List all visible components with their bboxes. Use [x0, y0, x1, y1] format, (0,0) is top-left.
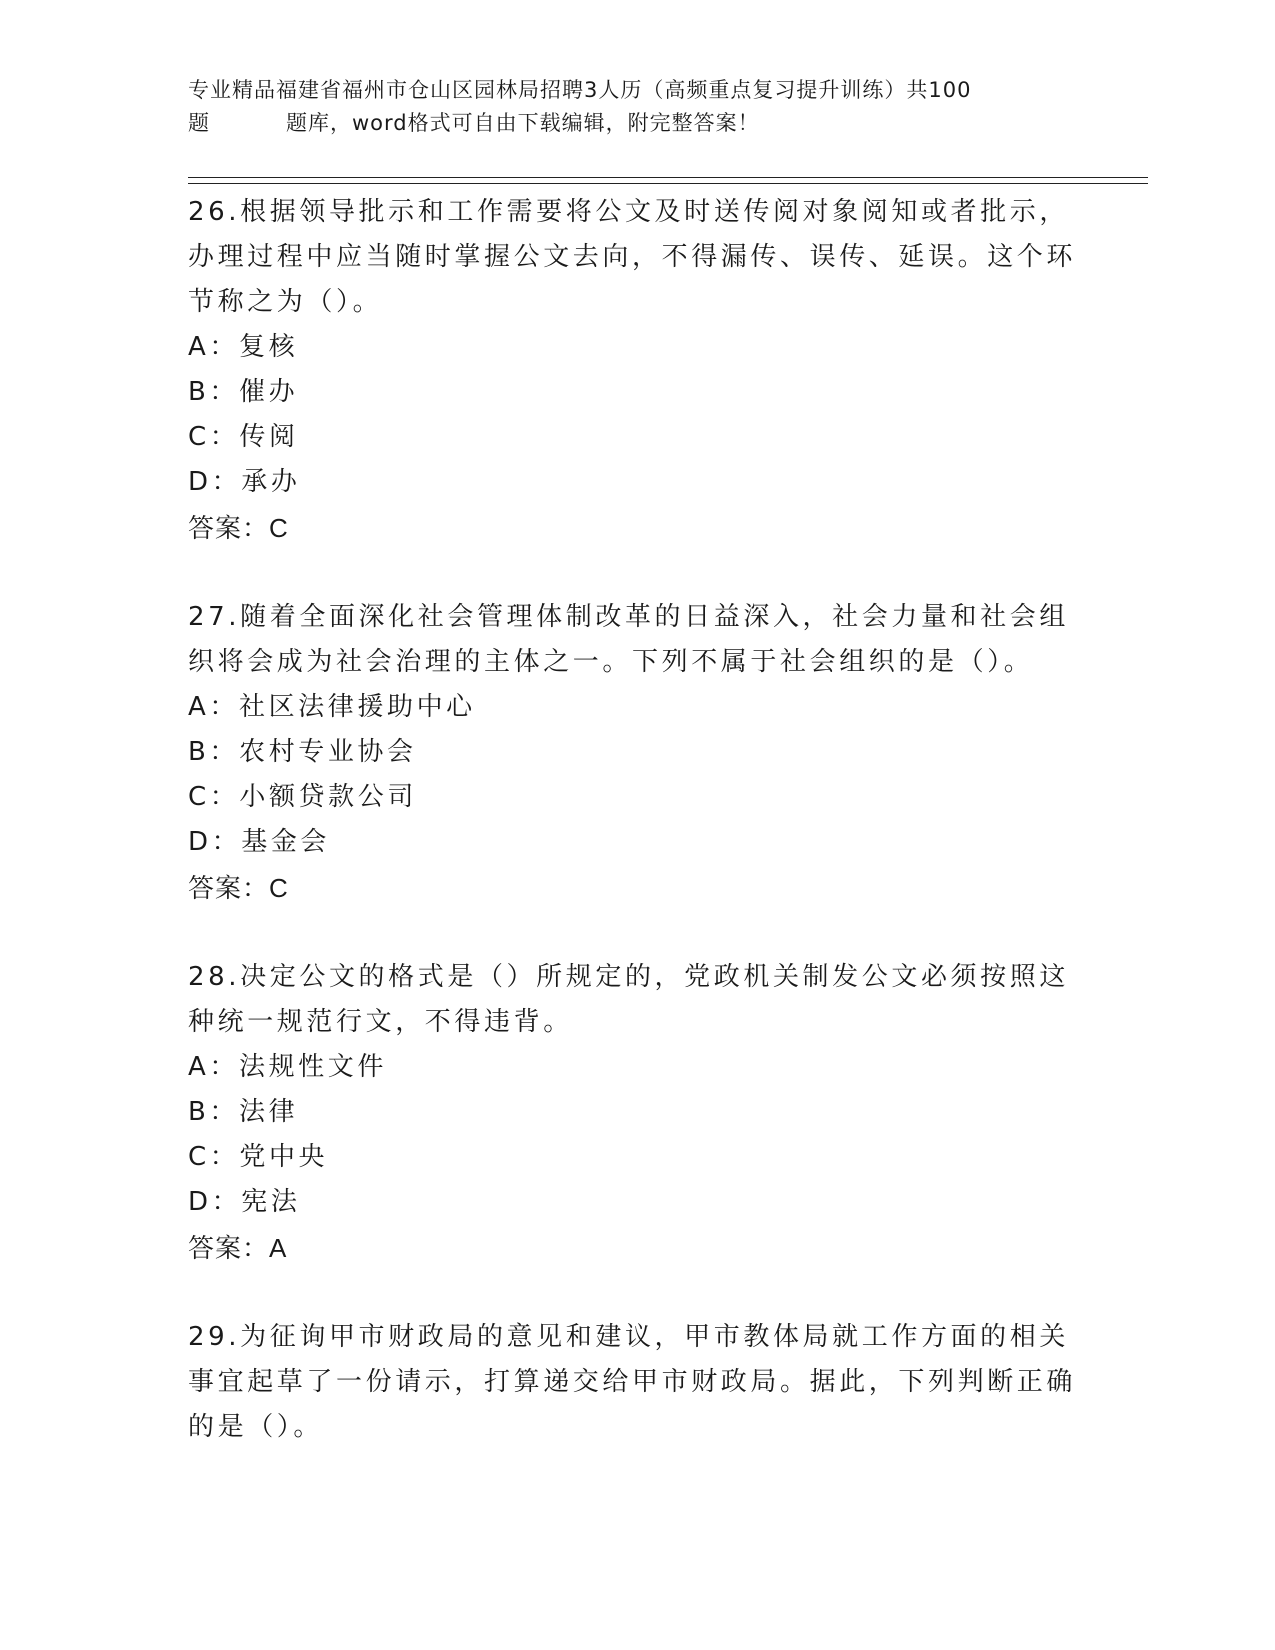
answer-line: 答案：C	[188, 873, 289, 903]
option-c: C：传阅	[188, 422, 299, 452]
option-d: D：承办	[188, 467, 301, 497]
question-27	[188, 595, 1078, 911]
option-c: C：党中央	[188, 1142, 329, 1172]
question-stem: 27.随着全面深化社会管理体制改革的日益深入，社会力量和社会组织将会成为社会治理的主体之一。下列不属于社会组织的是（）。	[188, 602, 1069, 677]
question-29	[188, 1315, 1078, 1450]
option-d: D：基金会	[188, 827, 331, 857]
option-b: B：农村专业协会	[188, 737, 417, 767]
header-title-line2-right: 题库，word格式可自由下载编辑，附完整答案！	[286, 111, 760, 135]
question-28	[188, 955, 1078, 1271]
question-stem: 26.根据领导批示和工作需要将公文及时送传阅对象阅知或者批示，办理过程中应当随时掌握公文去向，不得漏传、误传、延误。这个环节称之为（）。	[188, 197, 1077, 317]
option-b: B：法律	[188, 1097, 299, 1127]
question-stem: 29.为征询甲市财政局的意见和建议，甲市教体局就工作方面的相关事宜起草了一份请示，打算递交给甲市财政局。据此，下列判断正确的是（）。	[188, 1322, 1077, 1442]
option-b: B：催办	[188, 377, 299, 407]
option-a: A：社区法律援助中心	[188, 692, 476, 722]
option-a: A：复核	[188, 332, 299, 362]
question-26	[188, 190, 1078, 551]
answer-line: 答案：A	[188, 1233, 288, 1263]
document-header	[188, 74, 1088, 140]
option-d: D：宪法	[188, 1187, 301, 1217]
header-title-line1: 专业精品福建省福州市仓山区园林局招聘3人历（高频重点复习提升训练）共100	[188, 78, 972, 102]
option-c: C：小额贷款公司	[188, 782, 417, 812]
header-divider-bottom	[188, 183, 1148, 184]
header-title-line2-left: 题	[188, 111, 210, 135]
option-a: A：法规性文件	[188, 1052, 387, 1082]
question-list	[188, 190, 1078, 1494]
header-title-line2	[188, 107, 1088, 140]
answer-line: 答案：C	[188, 513, 289, 543]
header-divider-top	[188, 177, 1148, 178]
question-stem: 28.决定公文的格式是（）所规定的，党政机关制发公文必须按照这种统一规范行文，不得违背。	[188, 962, 1069, 1037]
